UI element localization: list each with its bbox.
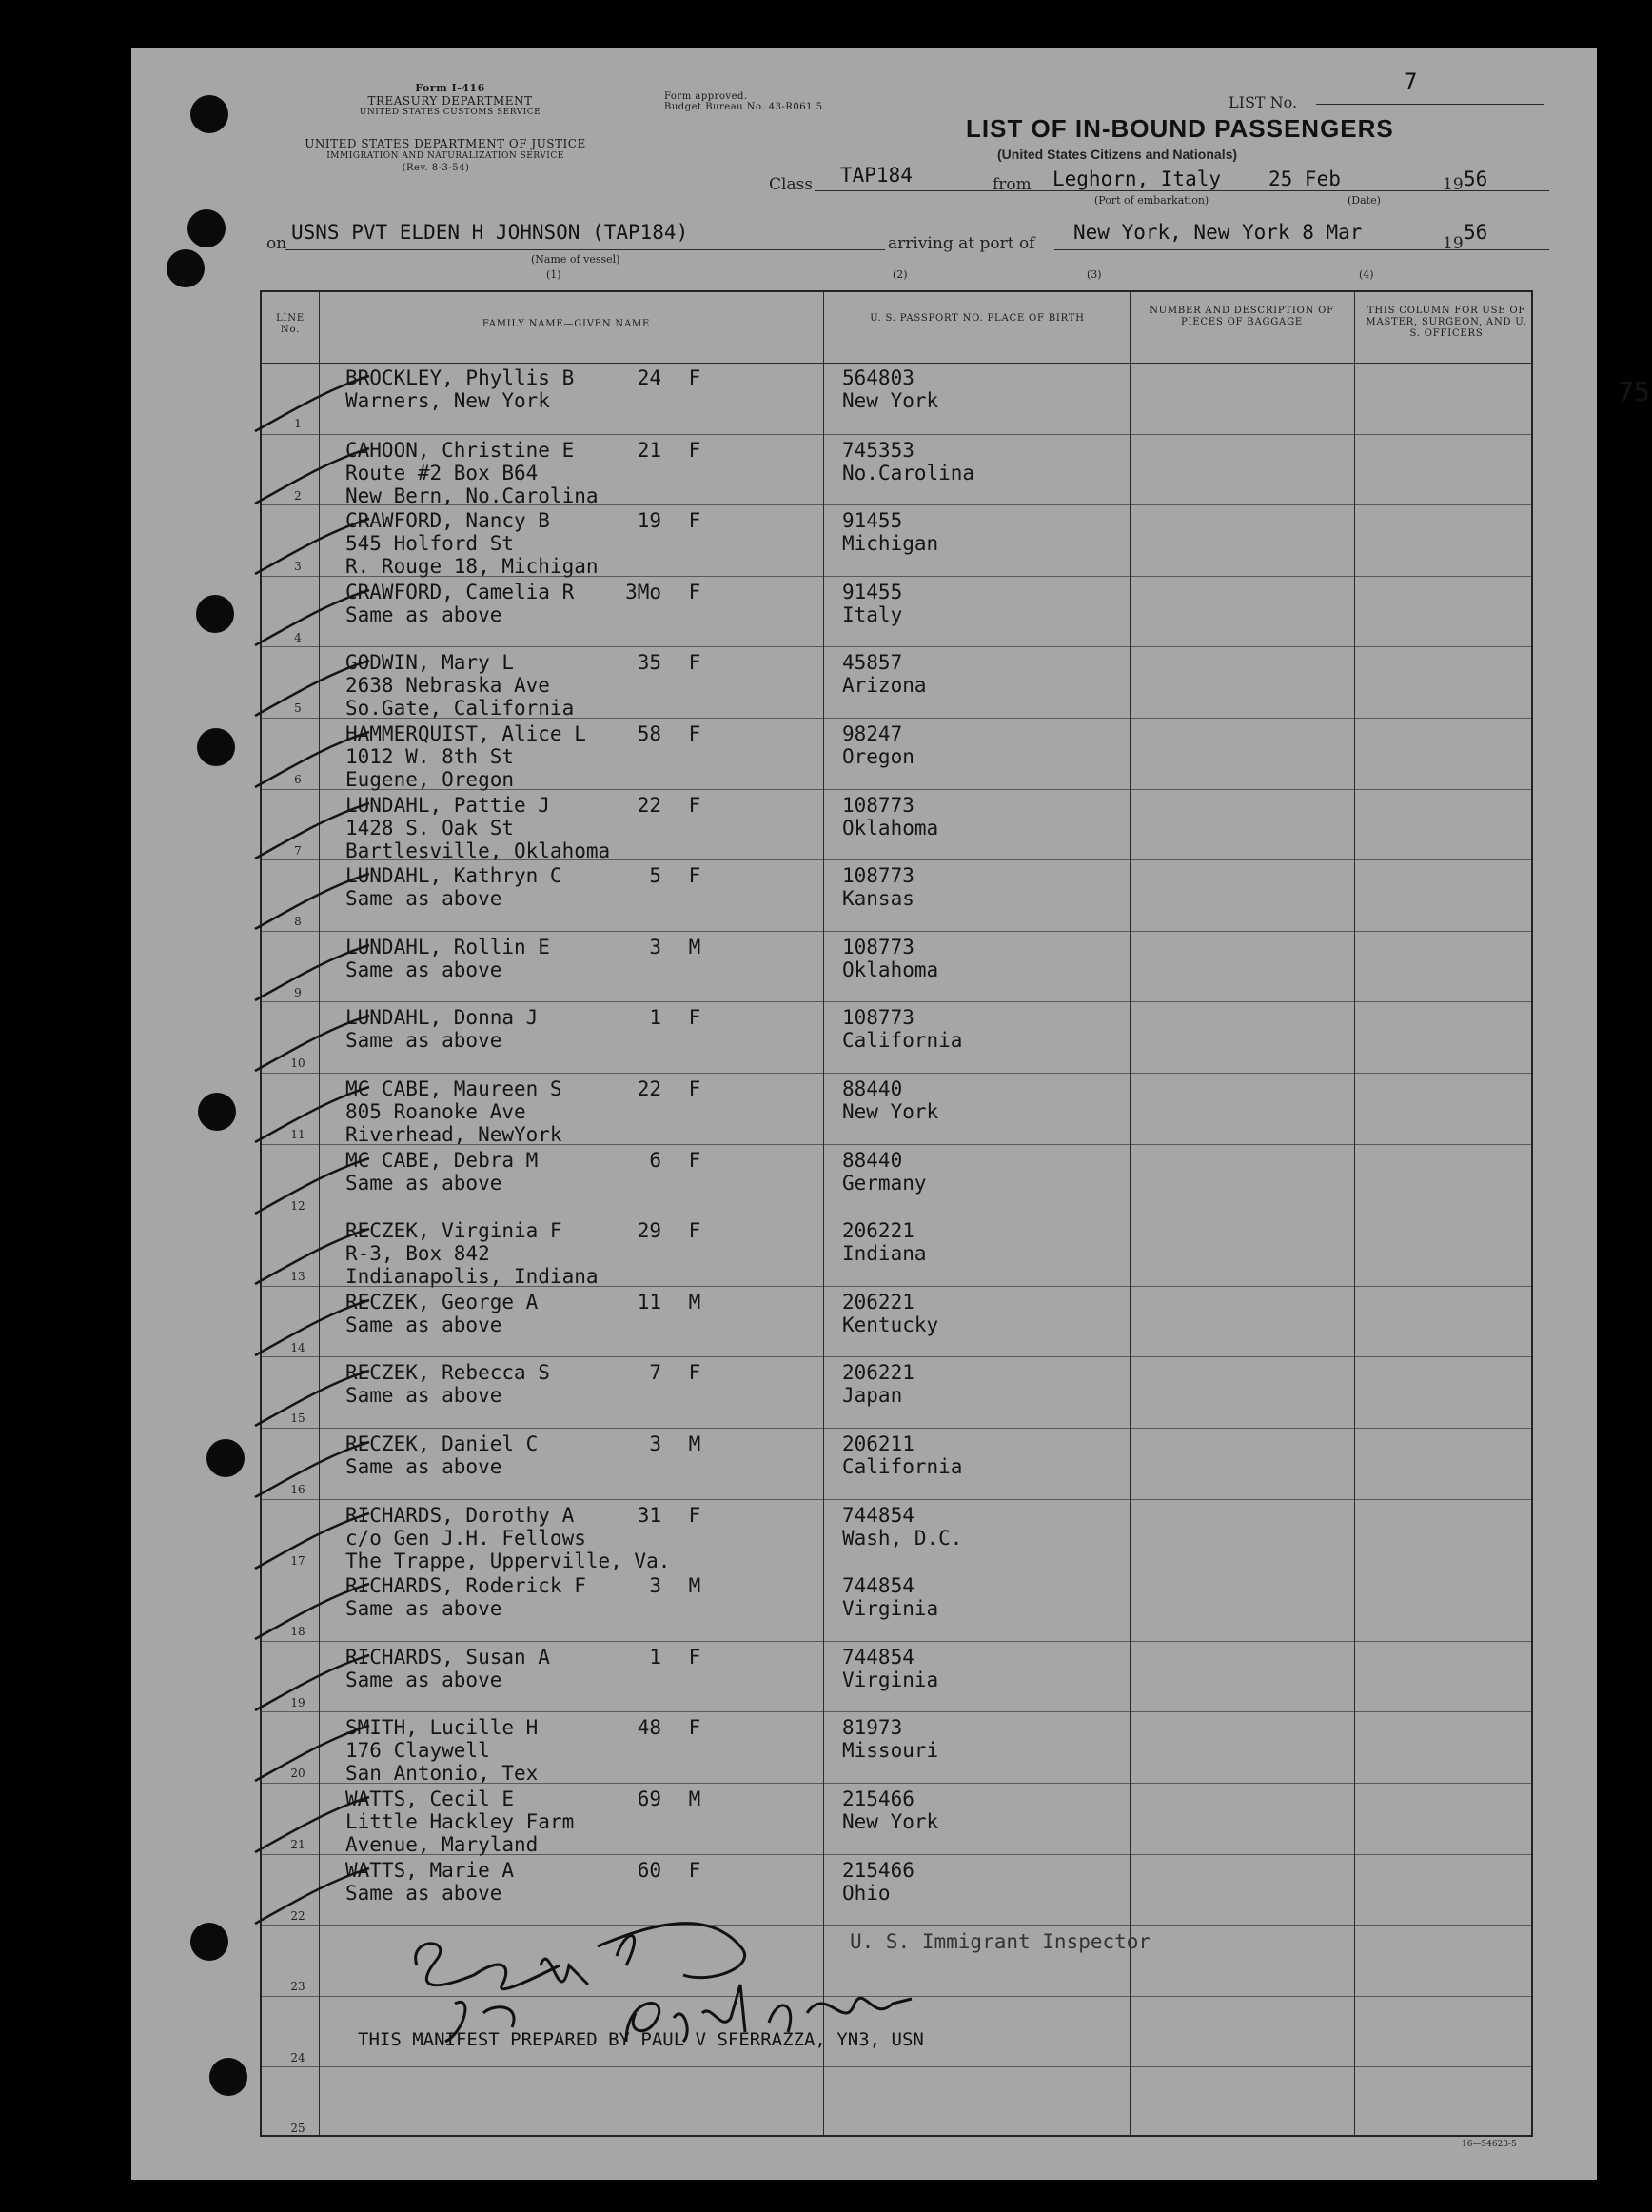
passenger-sex: F xyxy=(688,438,701,462)
passenger-age: 3Mo xyxy=(625,580,661,603)
line-number: 22 xyxy=(290,1908,305,1923)
passenger-age: 1 xyxy=(649,1006,661,1030)
passenger-sex: F xyxy=(688,1503,701,1527)
check-mark-icon xyxy=(250,1508,374,1574)
passenger-sex: F xyxy=(688,1645,701,1669)
table-row xyxy=(262,1073,1531,1145)
passport-birthplace: 88440 Germany xyxy=(842,1148,927,1195)
binder-hole xyxy=(198,1093,236,1131)
header-baggage: NUMBER AND DESCRIPTION OF PIECES OF BAGGAGE xyxy=(1150,306,1334,327)
binder-hole xyxy=(206,1439,245,1477)
table-row xyxy=(262,1428,1531,1500)
passenger-name: RECZEK, Virginia F R-3, Box 842 Indianapolis, Indiana xyxy=(345,1219,599,1289)
passenger-name: LUNDAHL, Donna J Same as above xyxy=(345,1006,539,1053)
embarkation-date: 25 Feb xyxy=(1268,168,1341,190)
passenger-name: CAHOON, Christine E Route #2 Box B64 New Bern, No.Carolina xyxy=(345,438,599,507)
passport-birthplace: 744854 Virginia xyxy=(842,1645,939,1691)
arrival-line xyxy=(1054,249,1549,250)
passport-birthplace: 215466 New York xyxy=(842,1787,939,1833)
passport-birthplace: 91455 Italy xyxy=(842,580,903,626)
passenger-age: 58 xyxy=(637,722,661,745)
line-number: 8 xyxy=(294,915,302,929)
passenger-sex: F xyxy=(688,793,701,817)
passport-birthplace: 108773 Oklahoma xyxy=(842,793,939,839)
passenger-name: CRAWFORD, Camelia R Same as above xyxy=(345,580,575,626)
check-mark-icon xyxy=(250,1791,374,1858)
check-mark-icon xyxy=(250,1649,374,1716)
passenger-name: GODWIN, Mary L 2638 Nebraska Ave So.Gate, California xyxy=(345,651,575,721)
list-no-label: LIST No. xyxy=(1229,93,1298,111)
passenger-name: LUNDAHL, Rollin E Same as above xyxy=(345,935,550,981)
passport-birthplace: 45857 Arizona xyxy=(842,651,927,698)
binder-hole xyxy=(187,209,226,247)
passport-birthplace: 206221 Indiana xyxy=(842,1219,927,1266)
line-number: 21 xyxy=(290,1838,305,1851)
passenger-name: MC CABE, Maureen S 805 Roanoke Ave Riverhead, NewYork xyxy=(345,1077,562,1146)
passport-birthplace: 108773 California xyxy=(842,1006,963,1053)
footer-code: 16—54623-5 xyxy=(1462,2140,1517,2149)
check-mark-icon xyxy=(250,1578,374,1645)
passenger-age: 5 xyxy=(649,864,661,888)
col-caption-3: (3) xyxy=(1087,268,1102,281)
passenger-sex: F xyxy=(688,1858,701,1882)
header-officers: THIS COLUMN FOR USE OF MASTER, SURGEON, AND U. S. OFFICERS xyxy=(1366,306,1527,339)
form-approved: Form approved. xyxy=(664,91,748,102)
passenger-age: 11 xyxy=(637,1290,661,1313)
vessel-name: USNS PVT ELDEN H JOHNSON (TAP184) xyxy=(291,221,689,244)
port-caption: (Port of embarkation) xyxy=(1094,194,1210,207)
passport-birthplace: 745353 No.Carolina xyxy=(842,438,975,484)
on-label: on xyxy=(266,234,287,253)
check-mark-icon xyxy=(250,1294,374,1361)
line-number: 10 xyxy=(290,1057,305,1071)
line-number: 18 xyxy=(290,1625,305,1639)
passport-birthplace: 744854 Wash, D.C. xyxy=(842,1503,963,1550)
line-number: 9 xyxy=(294,985,302,999)
passenger-name: RECZEK, Daniel C Same as above xyxy=(345,1432,539,1478)
embark-year-prefix: 19 xyxy=(1443,175,1464,194)
check-mark-icon xyxy=(250,1720,374,1787)
passenger-sex: F xyxy=(688,366,701,389)
col-caption-4: (4) xyxy=(1359,268,1374,281)
passenger-name: HAMMERQUIST, Alice L 1012 W. 8th St Eugene, Oregon xyxy=(345,722,586,791)
passenger-name: WATTS, Cecil E Little Hackley Farm Avenue, Maryland xyxy=(345,1787,575,1856)
class-label: Class xyxy=(769,175,814,194)
embarkation-port: Leghorn, Italy xyxy=(1052,168,1222,190)
passenger-age: 3 xyxy=(649,1432,661,1455)
passenger-age: 7 xyxy=(649,1361,661,1385)
header-name: FAMILY NAME—GIVEN NAME xyxy=(482,319,651,329)
passenger-age: 69 xyxy=(637,1787,661,1810)
line-number: 2 xyxy=(294,488,302,503)
passport-birthplace: 744854 Virginia xyxy=(842,1574,939,1621)
from-label: from xyxy=(993,175,1032,194)
binder-hole xyxy=(190,1923,228,1961)
passenger-name: RECZEK, George A Same as above xyxy=(345,1290,539,1336)
passenger-sex: F xyxy=(688,1006,701,1030)
table-row xyxy=(262,789,1531,861)
check-mark-icon xyxy=(250,1365,374,1432)
check-mark-icon xyxy=(250,726,374,793)
passport-birthplace: 108773 Kansas xyxy=(842,864,914,911)
check-mark-icon xyxy=(250,1153,374,1219)
check-mark-icon xyxy=(250,443,374,509)
line-number: 5 xyxy=(294,701,302,716)
passenger-age: 29 xyxy=(637,1219,661,1243)
passenger-sex: F xyxy=(688,1361,701,1385)
passport-birthplace: 108773 Oklahoma xyxy=(842,935,939,981)
table-row xyxy=(262,1783,1531,1855)
table-row xyxy=(262,931,1531,1003)
arrival-year-prefix: 19 xyxy=(1443,234,1464,253)
passport-birthplace: 88440 New York xyxy=(842,1077,939,1123)
arriving-label: arriving at port of xyxy=(888,234,1035,253)
col-caption-2: (2) xyxy=(893,268,908,281)
passenger-name: BROCKLEY, Phyllis B Warners, New York xyxy=(345,366,575,412)
passenger-age: 19 xyxy=(637,509,661,533)
line-number: 19 xyxy=(290,1695,305,1709)
passenger-sex: F xyxy=(688,1077,701,1100)
passenger-sex: F xyxy=(688,580,701,603)
passenger-sex: M xyxy=(688,935,701,958)
line-number: 4 xyxy=(294,630,302,644)
binder-hole xyxy=(197,728,235,766)
passenger-age: 22 xyxy=(637,1077,661,1100)
table-row xyxy=(262,576,1531,648)
passenger-name: WATTS, Marie A Same as above xyxy=(345,1858,515,1905)
passenger-age: 22 xyxy=(637,793,661,817)
passenger-name: SMITH, Lucille H 176 Claywell San Antonio, Tex xyxy=(345,1716,539,1786)
check-mark-icon xyxy=(250,1863,374,1929)
table-row xyxy=(262,646,1531,719)
line-number: 14 xyxy=(290,1340,305,1354)
passport-birthplace: 206221 Kentucky xyxy=(842,1290,939,1336)
passenger-sex: F xyxy=(688,651,701,675)
check-mark-icon xyxy=(250,1081,374,1148)
passenger-name: MC CABE, Debra M Same as above xyxy=(345,1148,539,1195)
table-row xyxy=(262,1641,1531,1713)
passport-birthplace: 564803 New York xyxy=(842,366,939,412)
check-mark-icon xyxy=(250,939,374,1006)
line-number: 11 xyxy=(290,1128,305,1141)
passenger-name: RICHARDS, Dorothy A c/o Gen J.H. Fellows The Trappe, Upperville, Va. xyxy=(345,1503,671,1572)
table-row xyxy=(262,504,1531,577)
line-number: 12 xyxy=(290,1198,305,1213)
passenger-age: 31 xyxy=(637,1503,661,1527)
justice-dept: UNITED STATES DEPARTMENT OF JUSTICE xyxy=(305,137,586,150)
table-row xyxy=(262,718,1531,790)
vessel-caption: (Name of vessel) xyxy=(531,253,620,266)
passenger-age: 6 xyxy=(649,1148,661,1172)
line-number: 20 xyxy=(290,1767,305,1781)
passport-birthplace: 215466 Ohio xyxy=(842,1858,914,1905)
binder-hole xyxy=(209,2058,247,2096)
passenger-name: LUNDAHL, Pattie J 1428 S. Oak St Bartlesville, Oklahoma xyxy=(345,793,611,862)
table-row xyxy=(262,1356,1531,1429)
binder-hole xyxy=(167,249,205,287)
passenger-age: 60 xyxy=(637,1858,661,1882)
passenger-age: 48 xyxy=(637,1716,661,1740)
line-number: 15 xyxy=(290,1412,305,1426)
check-mark-icon xyxy=(250,868,374,935)
arrival-port: New York, New York 8 Mar xyxy=(1073,221,1363,244)
passenger-table xyxy=(260,290,1650,2137)
binder-hole xyxy=(196,595,234,633)
customs-service: UNITED STATES CUSTOMS SERVICE xyxy=(359,108,541,117)
form-subtitle: (United States Citizens and Nationals) xyxy=(997,147,1238,162)
passenger-age: 24 xyxy=(637,366,661,389)
header-line-no: LINE No. xyxy=(276,313,305,335)
line-number: 16 xyxy=(290,1483,305,1496)
check-mark-icon xyxy=(250,1436,374,1503)
table-row xyxy=(262,1570,1531,1642)
passenger-sex: F xyxy=(688,864,701,888)
table-row xyxy=(262,1499,1531,1571)
line-number: 1 xyxy=(294,417,302,430)
check-mark-icon xyxy=(250,798,374,864)
check-mark-icon xyxy=(250,584,374,651)
date-caption: (Date) xyxy=(1347,194,1381,207)
check-mark-icon xyxy=(250,370,374,437)
check-mark-icon xyxy=(250,1010,374,1076)
line-number: 6 xyxy=(294,773,302,786)
passport-birthplace: 81973 Missouri xyxy=(842,1716,939,1763)
line-number: 24 xyxy=(290,2050,305,2064)
line-number: 17 xyxy=(290,1553,305,1568)
passenger-sex: M xyxy=(688,1432,701,1455)
line-number: 3 xyxy=(294,560,302,574)
manifest-page xyxy=(131,48,1650,2180)
treasury-dept: TREASURY DEPARTMENT xyxy=(367,94,533,108)
passenger-name: CRAWFORD, Nancy B 545 Holford St R. Rouge 18, Michigan xyxy=(345,509,599,579)
passenger-age: 3 xyxy=(649,1574,661,1598)
check-mark-icon xyxy=(250,655,374,721)
page-number: 7 xyxy=(1404,69,1418,95)
passenger-sex: F xyxy=(688,1716,701,1740)
table-row xyxy=(262,1286,1531,1358)
passenger-name: RICHARDS, Roderick F Same as above xyxy=(345,1574,586,1621)
line-number: 7 xyxy=(294,843,302,858)
officer-note: 75 xyxy=(1618,376,1650,407)
form-number: Form I-416 xyxy=(415,82,485,94)
form-title: LIST OF IN-BOUND PASSENGERS xyxy=(966,114,1394,143)
from-line xyxy=(1035,190,1549,191)
passenger-sex: M xyxy=(688,1787,701,1810)
passport-birthplace: 98247 Oregon xyxy=(842,722,914,768)
embarkation-year: 56 xyxy=(1464,168,1488,190)
vessel-line xyxy=(285,249,885,250)
passenger-sex: F xyxy=(688,722,701,745)
table-row xyxy=(262,1215,1531,1287)
passenger-name: RICHARDS, Susan A Same as above xyxy=(345,1645,550,1691)
list-no-line xyxy=(1316,104,1544,105)
passenger-sex: M xyxy=(688,1574,701,1598)
passenger-age: 3 xyxy=(649,935,661,958)
inspector-label: U. S. Immigrant Inspector xyxy=(850,1930,1151,1953)
table-row xyxy=(262,1711,1531,1784)
passenger-age: 21 xyxy=(637,438,661,462)
check-mark-icon xyxy=(250,513,374,580)
passenger-sex: M xyxy=(688,1290,701,1313)
passport-birthplace: 91455 Michigan xyxy=(842,509,939,556)
binder-hole xyxy=(190,95,228,133)
table-row xyxy=(262,1001,1531,1074)
passenger-sex: F xyxy=(688,1148,701,1172)
budget-bureau: Budget Bureau No. 43-R061.5. xyxy=(664,102,827,112)
table-row xyxy=(262,1144,1531,1216)
passenger-sex: F xyxy=(688,1219,701,1243)
table-row xyxy=(262,859,1531,932)
passenger-age: 35 xyxy=(637,651,661,675)
prepared-by: THIS MANIFEST PREPARED BY PAUL V SFERRAZZA, YN3, USN xyxy=(358,2029,924,2050)
line-number: 13 xyxy=(290,1270,305,1284)
passport-birthplace: 206211 California xyxy=(842,1432,963,1478)
passport-birthplace: 206221 Japan xyxy=(842,1361,914,1408)
passenger-name: LUNDAHL, Kathryn C Same as above xyxy=(345,864,562,911)
line-number: 23 xyxy=(290,1980,305,1994)
table-row xyxy=(262,434,1531,506)
col-caption-1: (1) xyxy=(546,268,561,281)
passenger-age: 1 xyxy=(649,1645,661,1669)
class-value: TAP184 xyxy=(840,164,913,187)
revision: (Rev. 8-3-54) xyxy=(402,163,470,173)
arrival-year: 56 xyxy=(1464,221,1488,244)
header-passport: U. S. PASSPORT NO. PLACE OF BIRTH xyxy=(870,313,1085,324)
ins-service: IMMIGRATION AND NATURALIZATION SERVICE xyxy=(326,151,564,161)
check-mark-icon xyxy=(250,1223,374,1290)
line-number: 25 xyxy=(290,2122,305,2136)
passenger-sex: F xyxy=(688,509,701,533)
passenger-name: RECZEK, Rebecca S Same as above xyxy=(345,1361,550,1408)
table-row xyxy=(262,363,1531,434)
